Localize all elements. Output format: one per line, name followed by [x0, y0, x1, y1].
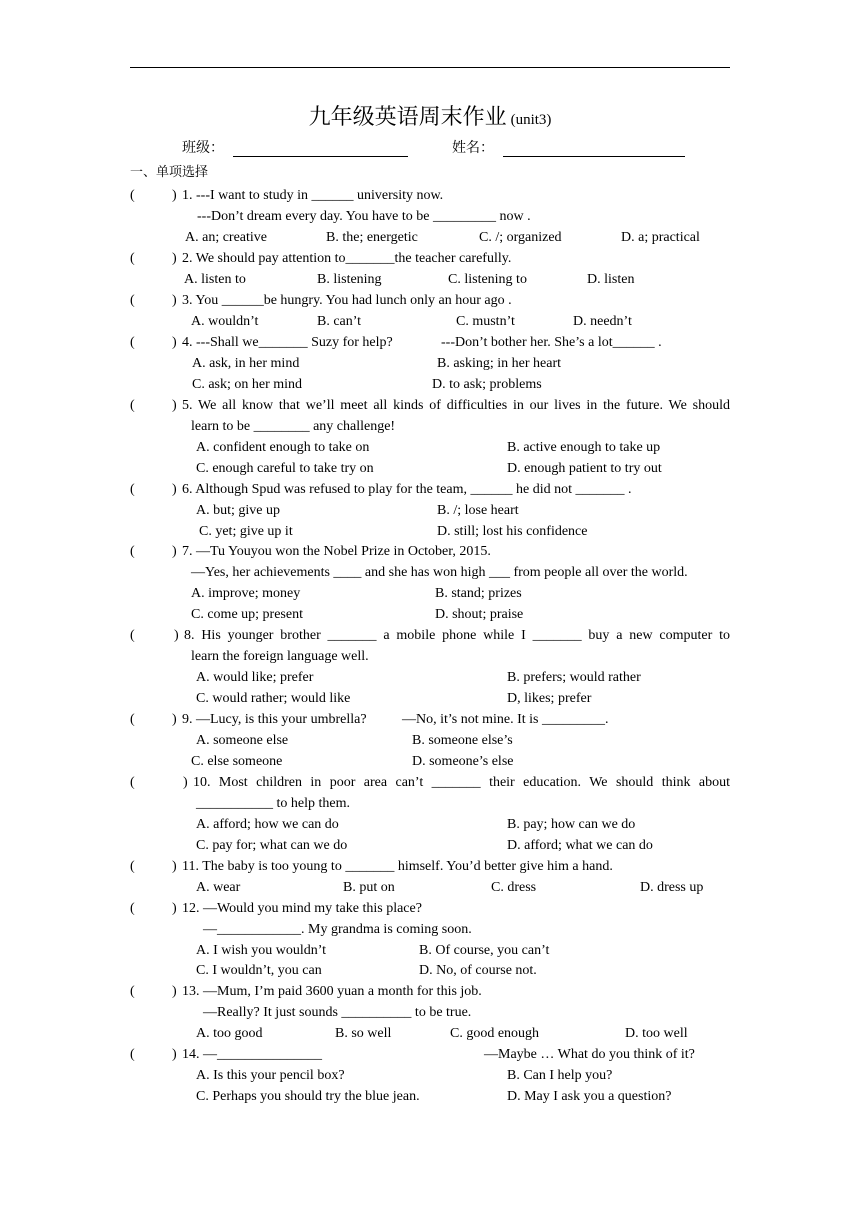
option: C. mustn’t	[456, 314, 515, 329]
question-text: 1. ---I want to study in ______ university now.	[182, 188, 444, 203]
option: D. No, of course not.	[419, 963, 537, 978]
answer-close-bracket: )	[172, 293, 177, 308]
answer-close-bracket: )	[174, 628, 179, 643]
option: A. Is this your pencil box?	[196, 1068, 345, 1083]
option: B. pay; how can we do	[507, 817, 636, 832]
question-text: 9. —Lucy, is this your umbrella?	[182, 712, 367, 727]
question-text: —Yes, her achievements ____ and she has won high ___ from people all over the world.	[191, 565, 688, 580]
option: A. too good	[196, 1026, 263, 1041]
answer-close-bracket: )	[172, 1047, 177, 1062]
option: B. stand; prizes	[435, 586, 522, 601]
question-text: 2. We should pay attention to_______the teacher carefully.	[182, 251, 512, 266]
question-text: learn the foreign language well.	[191, 649, 369, 664]
option: B. asking; in her heart	[437, 356, 562, 371]
answer-open-bracket: (	[130, 251, 135, 266]
option: B. someone else’s	[412, 733, 513, 748]
question-text: 7. —Tu Youyou won the Nobel Prize in October, 2015.	[182, 544, 491, 559]
name-label: 姓名：	[452, 140, 494, 156]
answer-close-bracket: )	[172, 398, 177, 413]
answer-close-bracket: )	[172, 712, 177, 727]
option: D. shout; praise	[435, 607, 524, 622]
option: A. an; creative	[185, 230, 268, 245]
question-text: ---Don’t dream every day. You have to be _________ now .	[197, 209, 531, 224]
option: B. active enough to take up	[507, 440, 661, 455]
answer-close-bracket: )	[172, 251, 177, 266]
question-text: 13. —Mum, I’m paid 3600 yuan a month for this job.	[182, 984, 482, 999]
option: B. listening	[317, 272, 382, 287]
answer-open-bracket: (	[130, 335, 135, 350]
answer-open-bracket: (	[130, 544, 135, 559]
question-text: 5. We all know that we’ll meet all kinds of difficulties in our lives in the future. We should	[182, 398, 730, 413]
question-text: —Really? It just sounds __________ to be true.	[203, 1005, 472, 1020]
option: C. yet; give up it	[199, 524, 293, 539]
option: D. someone’s else	[412, 754, 514, 769]
question-text: ---Don’t bother her. She’s a lot______ .	[441, 335, 662, 350]
option: D. May I ask you a question?	[507, 1089, 672, 1104]
question-text: ___________ to help them.	[196, 796, 350, 811]
option: A. ask, in her mind	[192, 356, 300, 371]
option: C. listening to	[448, 272, 527, 287]
option: A. listen to	[184, 272, 246, 287]
option: C. dress	[491, 880, 537, 895]
title-sub: (unit3)	[510, 112, 552, 128]
option: C. /; organized	[479, 230, 562, 245]
option: B. Can I help you?	[507, 1068, 613, 1083]
option: C. else someone	[191, 754, 283, 769]
option: D. dress up	[640, 880, 704, 895]
answer-close-bracket: )	[172, 544, 177, 559]
option: A. I wish you wouldn’t	[196, 943, 327, 958]
section-heading: 一、单项选择	[130, 165, 209, 180]
answer-open-bracket: (	[130, 482, 135, 497]
option: A. wouldn’t	[191, 314, 259, 329]
answer-close-bracket: )	[172, 482, 177, 497]
option: D, likes; prefer	[507, 691, 592, 706]
question-text: —No, it’s not mine. It is _________.	[402, 712, 609, 727]
answer-open-bracket: (	[130, 398, 135, 413]
option: A. wear	[196, 880, 241, 895]
option: D. listen	[587, 272, 635, 287]
class-field[interactable]	[233, 156, 408, 157]
option: B. so well	[335, 1026, 392, 1041]
answer-open-bracket: (	[130, 712, 135, 727]
option: B. can’t	[317, 314, 362, 329]
question-text: 11. The baby is too young to _______ himself. You’d better give him a hand.	[182, 859, 613, 874]
option: C. good enough	[450, 1026, 540, 1041]
answer-close-bracket: )	[183, 775, 188, 790]
option: C. Perhaps you should try the blue jean.	[196, 1089, 420, 1104]
answer-open-bracket: (	[130, 859, 135, 874]
question-text: 10. Most children in poor area can’t _______ their education. We should think about	[193, 775, 730, 790]
answer-open-bracket: (	[130, 984, 135, 999]
answer-open-bracket: (	[130, 628, 135, 643]
question-text: 3. You ______be hungry. You had lunch only an hour ago .	[182, 293, 512, 308]
question-text: 14. —_______________	[182, 1047, 322, 1062]
option: B. the; energetic	[326, 230, 418, 245]
question-text: —____________. My grandma is coming soon.	[203, 922, 472, 937]
option: B. prefers; would rather	[507, 670, 641, 685]
option: C. enough careful to take try on	[196, 461, 374, 476]
answer-close-bracket: )	[172, 984, 177, 999]
option: C. pay for; what can we do	[196, 838, 348, 853]
answer-close-bracket: )	[172, 859, 177, 874]
option: D. a; practical	[621, 230, 700, 245]
option: D. too well	[625, 1026, 688, 1041]
option: D. needn’t	[573, 314, 632, 329]
option: A. would like; prefer	[196, 670, 314, 685]
option: C. come up; present	[191, 607, 303, 622]
question-text: —Maybe … What do you think of it?	[484, 1047, 695, 1062]
question-text: 12. —Would you mind my take this place?	[182, 901, 422, 916]
question-text: 4. ---Shall we_______ Suzy for help?	[182, 335, 393, 350]
option: C. would rather; would like	[196, 691, 351, 706]
option: B. Of course, you can’t	[419, 943, 550, 958]
option: D. still; lost his confidence	[437, 524, 588, 539]
question-text: 6. Although Spud was refused to play for the team, ______ he did not _______ .	[182, 482, 632, 497]
option: A. confident enough to take on	[196, 440, 370, 455]
name-field[interactable]	[503, 156, 685, 157]
option: D. to ask; problems	[432, 377, 542, 392]
answer-open-bracket: (	[130, 188, 135, 203]
option: C. I wouldn’t, you can	[196, 963, 322, 978]
class-label: 班级：	[182, 140, 224, 156]
option: B. /; lose heart	[437, 503, 519, 518]
answer-open-bracket: (	[130, 293, 135, 308]
title-main: 九年级英语周末作业	[308, 105, 507, 130]
question-text: 8. His younger brother _______ a mobile phone while I _______ buy a new computer to	[184, 628, 730, 643]
option: D. afford; what we can do	[507, 838, 653, 853]
option: A. afford; how we can do	[196, 817, 339, 832]
option: D. enough patient to try out	[507, 461, 662, 476]
top-rule	[130, 67, 730, 68]
answer-close-bracket: )	[172, 901, 177, 916]
option: C. ask; on her mind	[192, 377, 303, 392]
option: A. someone else	[196, 733, 289, 748]
question-text: learn to be ________ any challenge!	[191, 419, 396, 434]
option: A. improve; money	[191, 586, 301, 601]
answer-open-bracket: (	[130, 901, 135, 916]
answer-open-bracket: (	[130, 1047, 135, 1062]
answer-close-bracket: )	[172, 335, 177, 350]
answer-close-bracket: )	[172, 188, 177, 203]
option: A. but; give up	[196, 503, 280, 518]
answer-open-bracket: (	[130, 775, 135, 790]
worksheet-title	[0, 100, 860, 131]
option: B. put on	[343, 880, 395, 895]
